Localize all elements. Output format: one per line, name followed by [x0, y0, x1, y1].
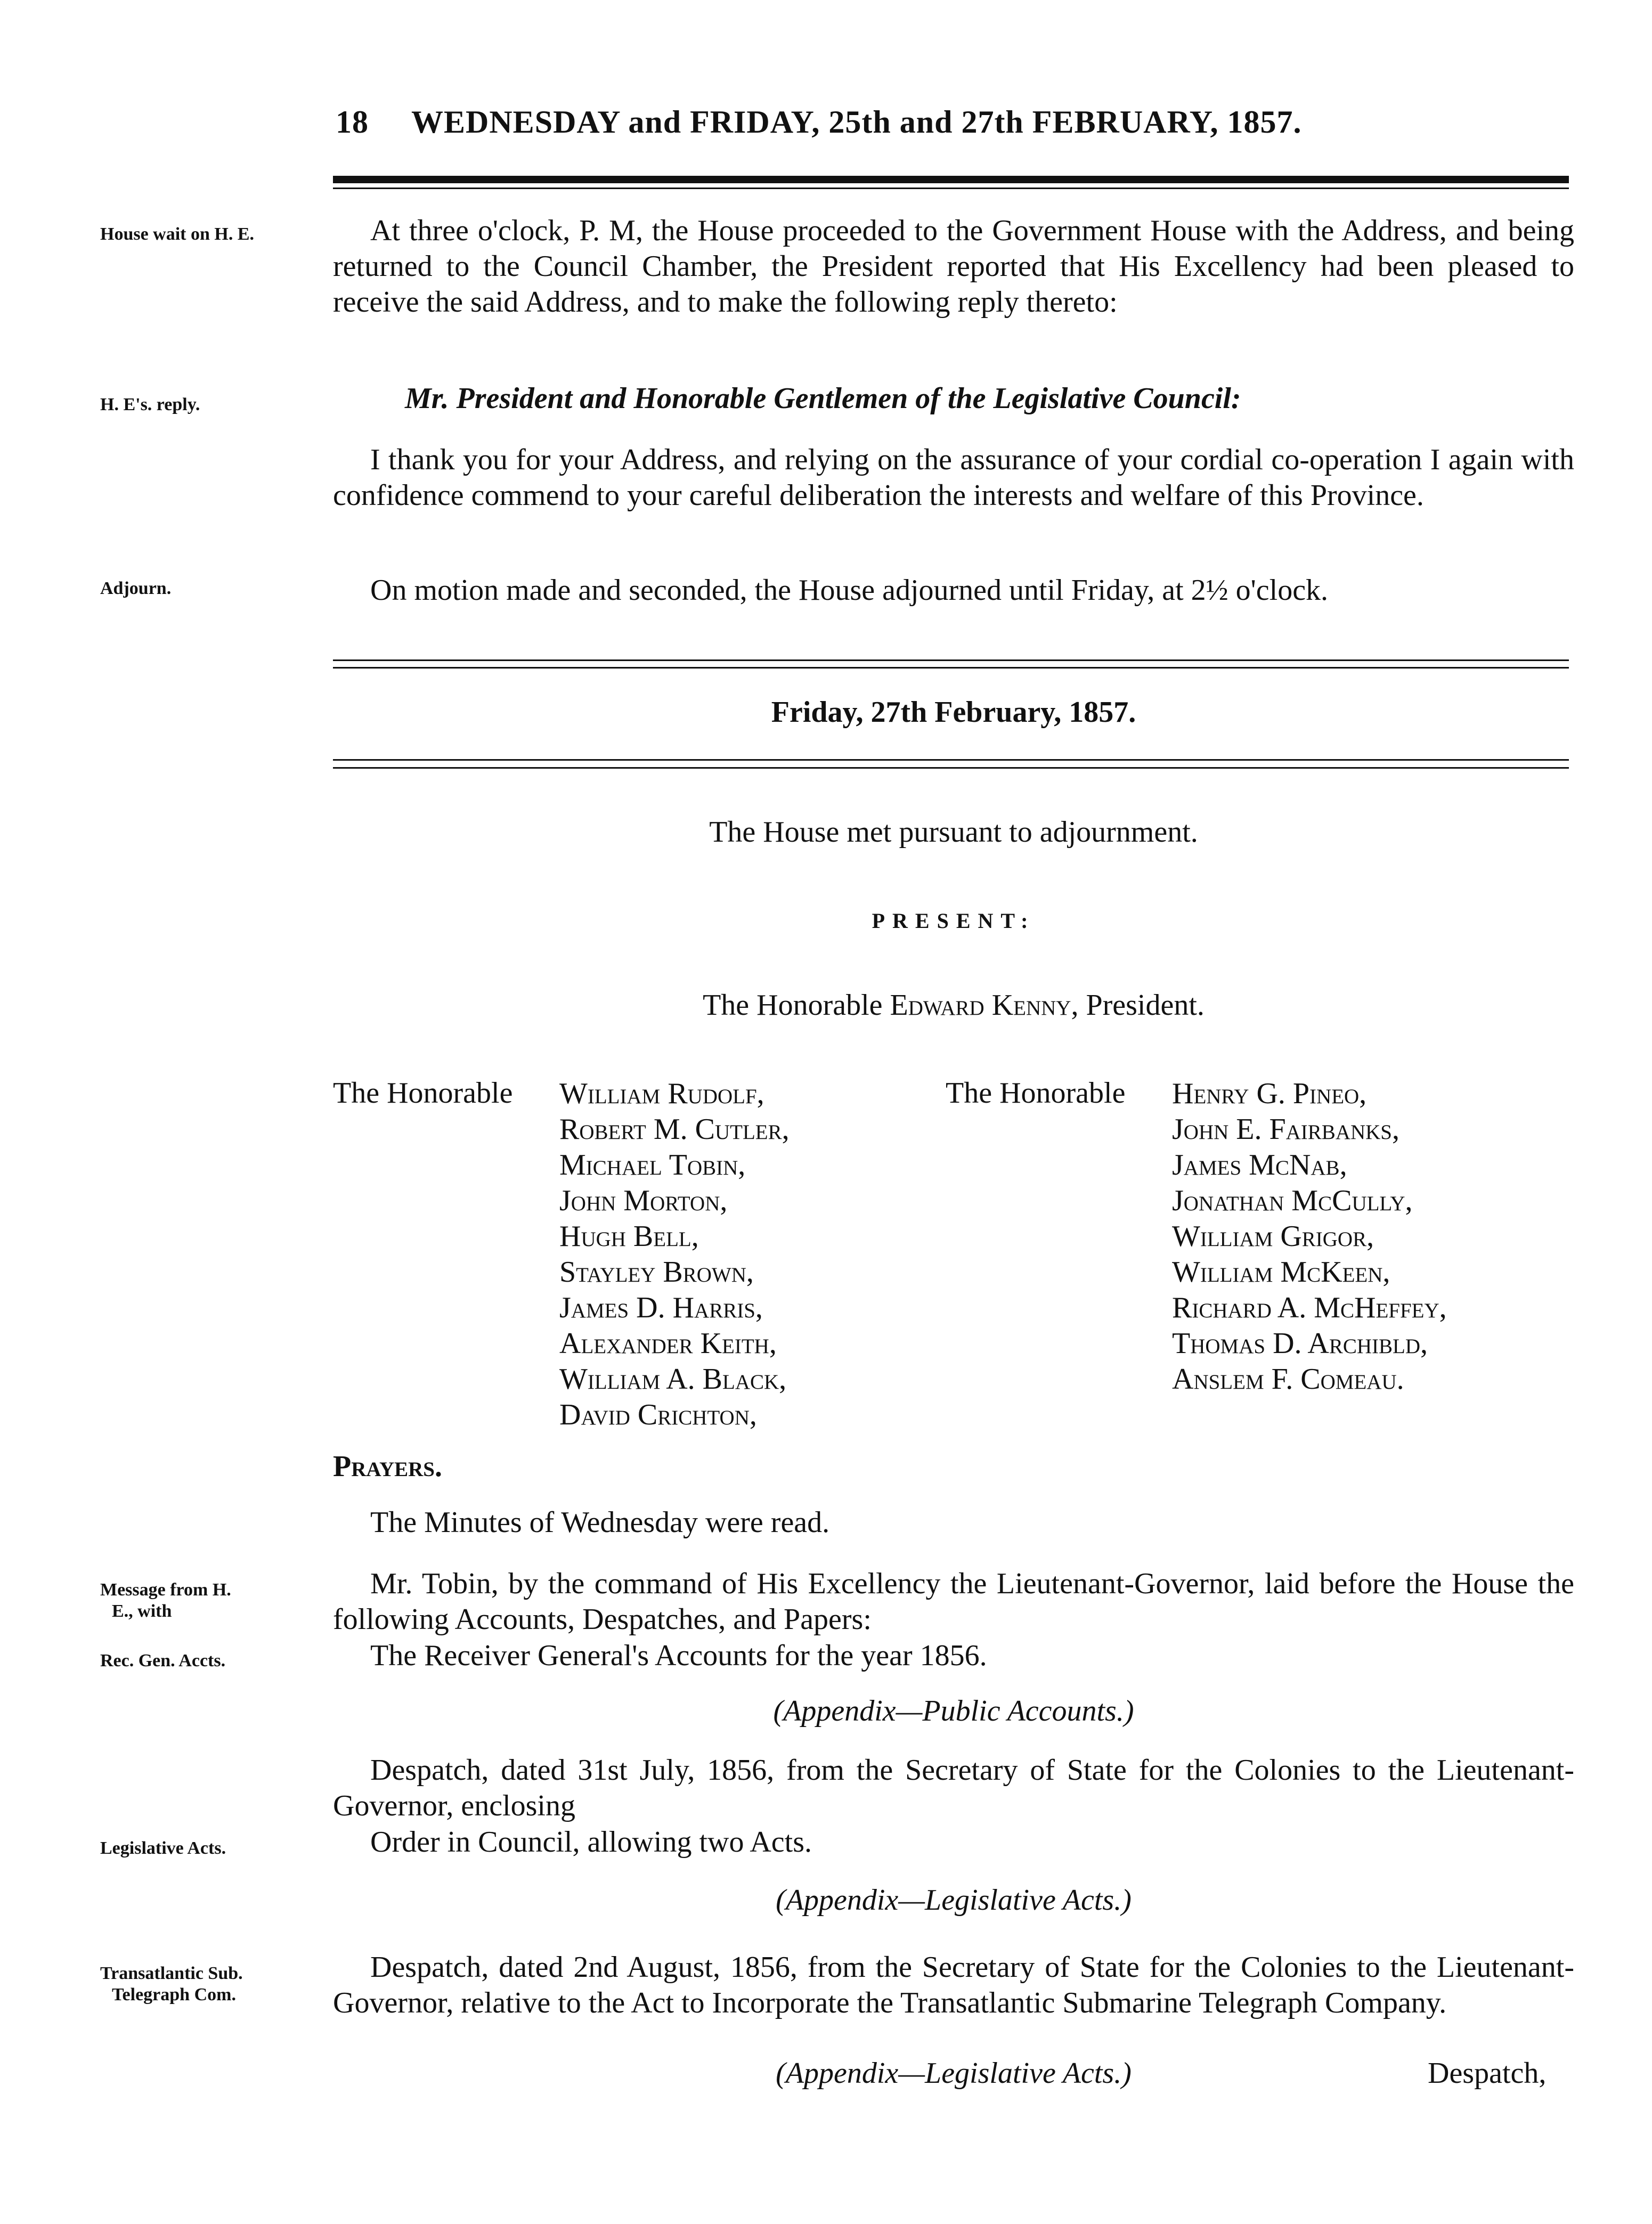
- president-line: [333, 988, 1574, 1022]
- members-right-list: [1172, 1076, 1447, 1397]
- section-rule-top-2: [333, 667, 1569, 669]
- member-name: James D. Harris,: [559, 1291, 763, 1324]
- paragraph-despatch-2: Despatch, dated 2nd August, 1856, from the Secretary of State for the Colonies to the Lieutenant-Governor, relative to the Act to Incorporate the Transatlantic Submarine Telegraph Company.: [333, 1951, 1574, 2019]
- margin-note-house-wait: House wait on H. E.: [100, 224, 255, 244]
- margin-note-rec-gen: Rec. Gen. Accts.: [100, 1651, 226, 1671]
- member-name: James McNab,: [1172, 1148, 1347, 1182]
- member-name: Robert M. Cutler,: [559, 1113, 790, 1146]
- margin-note-he-reply: H. E's. reply.: [100, 395, 200, 414]
- header-rule-thin: [333, 188, 1569, 189]
- running-header: [336, 104, 1302, 141]
- appendix-legislative-1: (Appendix—Legislative Acts.): [776, 1884, 1132, 1917]
- paragraph-adjourn: On motion made and seconded, the House adjourned until Friday, at 2½ o'clock.: [370, 574, 1329, 607]
- paragraph-address: At three o'clock, P. M, the House proceeded to the Government House with the Address, and being returned to the Council Chamber, the President reported that His Excellency had been pleased to receive the said Address, and to make the following reply thereto:: [333, 214, 1574, 319]
- member-name: John Morton,: [559, 1184, 728, 1217]
- appendix-legislative-2: (Appendix—Legislative Acts.): [776, 2057, 1132, 2090]
- receiver-general-line: The Receiver General's Accounts for the year 1856.: [370, 1639, 987, 1672]
- minutes-line: The Minutes of Wednesday were read.: [370, 1506, 830, 1539]
- friday-heading: Friday, 27th February, 1857.: [771, 696, 1136, 729]
- present-heading: PRESENT:: [872, 909, 1036, 933]
- paragraph-despatch-1: Despatch, dated 31st July, 1856, from the Secretary of State for the Colonies to the Lieutenant-Governor, enclosing: [333, 1754, 1574, 1822]
- president-suffix: , President.: [1071, 989, 1205, 1022]
- member-name: Thomas D. Archibld,: [1172, 1327, 1428, 1360]
- section-rule-top-1: [333, 659, 1569, 661]
- member-name: Michael Tobin,: [559, 1148, 746, 1182]
- member-name: William Grigor,: [1172, 1220, 1374, 1253]
- member-name: William Rudolf,: [559, 1077, 764, 1110]
- appendix-public-accounts: (Appendix—Public Accounts.): [773, 1695, 1134, 1728]
- margin-note-message-2: E., with: [112, 1601, 172, 1621]
- margin-note-legislative: Legislative Acts.: [100, 1838, 226, 1858]
- member-name: Alexander Keith,: [559, 1327, 777, 1360]
- president-prefix: The Honorable: [703, 989, 883, 1022]
- prayers: Prayers.: [333, 1450, 442, 1483]
- margin-note-transatlantic-2: Telegraph Com.: [112, 1985, 236, 2005]
- member-name: William McKeen,: [1172, 1256, 1390, 1289]
- salutation: Mr. President and Honorable Gentlemen of the Legislative Council:: [405, 382, 1241, 415]
- order-in-council-line: Order in Council, allowing two Acts.: [370, 1826, 812, 1859]
- member-name: William A. Black,: [559, 1363, 787, 1396]
- house-met: The House met pursuant to adjournment.: [709, 816, 1198, 849]
- member-name: David Crichton,: [559, 1398, 757, 1431]
- member-name: Henry G. Pineo,: [1172, 1077, 1367, 1110]
- section-rule-bottom-1: [333, 759, 1569, 761]
- paragraph-message: Mr. Tobin, by the command of His Excellency the Lieutenant-Governor, laid before the House the following Accounts, Despatches, and Papers:: [333, 1567, 1574, 1636]
- honorable-label-right: The Honorable: [946, 1077, 1126, 1110]
- member-name: Stayley Brown,: [559, 1256, 754, 1289]
- members-left-list: [559, 1076, 790, 1433]
- member-name: Anslem F. Comeau.: [1172, 1363, 1404, 1396]
- margin-note-adjourn: Adjourn.: [100, 579, 172, 598]
- catchword: Despatch,: [1428, 2057, 1547, 2090]
- paragraph-reply: I thank you for your Address, and relying on the assurance of your cordial co-operation I again with confidence commend to your careful deliberation the interests and welfare of this Province.: [333, 443, 1574, 512]
- president-name: Edward Kenny: [890, 989, 1071, 1022]
- margin-note-message-1: Message from H.: [100, 1580, 231, 1600]
- member-name: Richard A. McHeffey,: [1172, 1291, 1447, 1324]
- member-name: Jonathan McCully,: [1172, 1184, 1413, 1217]
- member-name: Hugh Bell,: [559, 1220, 699, 1253]
- member-name: John E. Fairbanks,: [1172, 1113, 1399, 1146]
- margin-note-transatlantic-1: Transatlantic Sub.: [100, 1964, 243, 1983]
- header-title: WEDNESDAY and FRIDAY, 25th and 27th FEBRUARY, 1857.: [411, 104, 1302, 140]
- page-number: 18: [336, 104, 369, 140]
- header-rule-thick: [333, 176, 1569, 183]
- honorable-label-left: The Honorable: [333, 1077, 513, 1110]
- section-rule-bottom-2: [333, 767, 1569, 769]
